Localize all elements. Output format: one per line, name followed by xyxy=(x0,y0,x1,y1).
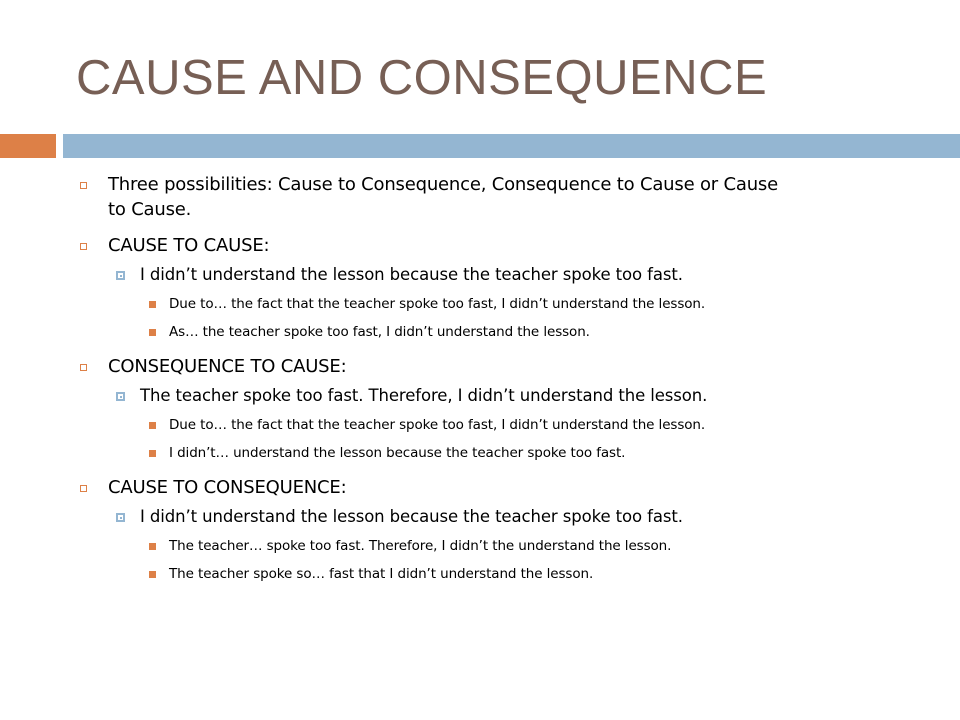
bullet-square-icon xyxy=(149,543,156,550)
section3-heading: CAUSE TO CONSEQUENCE: xyxy=(108,477,347,498)
bullet-square-icon xyxy=(116,271,125,280)
intro-text-line2: to Cause. xyxy=(108,199,192,220)
section1-heading: CAUSE TO CAUSE: xyxy=(108,235,270,256)
bullet-square-icon xyxy=(80,243,87,250)
section3-sub1: The teacher… spoke too fast. Therefore, I didn’t the understand the lesson. xyxy=(169,538,672,554)
section3-example: I didn’t understand the lesson because the teacher spoke too fast. xyxy=(140,507,683,526)
section2-sub2: I didn’t… understand the lesson because the teacher spoke too fast. xyxy=(169,445,626,461)
bullet-square-icon xyxy=(116,392,125,401)
section1-sub1: Due to… the fact that the teacher spoke too fast, I didn’t understand the lesson. xyxy=(169,296,706,312)
slide-title: CAUSE AND CONSEQUENCE xyxy=(76,51,768,105)
section1-sub2: As… the teacher spoke too fast, I didn’t understand the lesson. xyxy=(169,324,590,340)
section3-sub2: The teacher spoke so… fast that I didn’t understand the lesson. xyxy=(169,566,594,582)
bullet-square-icon xyxy=(149,450,156,457)
section1-example: I didn’t understand the lesson because the teacher spoke too fast. xyxy=(140,265,683,284)
section2-heading: CONSEQUENCE TO CAUSE: xyxy=(108,356,347,377)
bullet-square-icon xyxy=(80,485,87,492)
bullet-square-icon xyxy=(80,364,87,371)
section2-example: The teacher spoke too fast. Therefore, I didn’t understand the lesson. xyxy=(140,386,708,405)
bullet-square-icon xyxy=(149,329,156,336)
bullet-square-icon xyxy=(149,301,156,308)
intro-text-line1: Three possibilities: Cause to Consequence, Consequence to Cause or Cause xyxy=(108,174,778,195)
bullet-square-icon xyxy=(149,422,156,429)
section2-sub1: Due to… the fact that the teacher spoke too fast, I didn’t understand the lesson. xyxy=(169,417,706,433)
bullet-square-icon xyxy=(149,571,156,578)
bullet-square-icon xyxy=(116,513,125,522)
bullet-square-icon xyxy=(80,182,87,189)
